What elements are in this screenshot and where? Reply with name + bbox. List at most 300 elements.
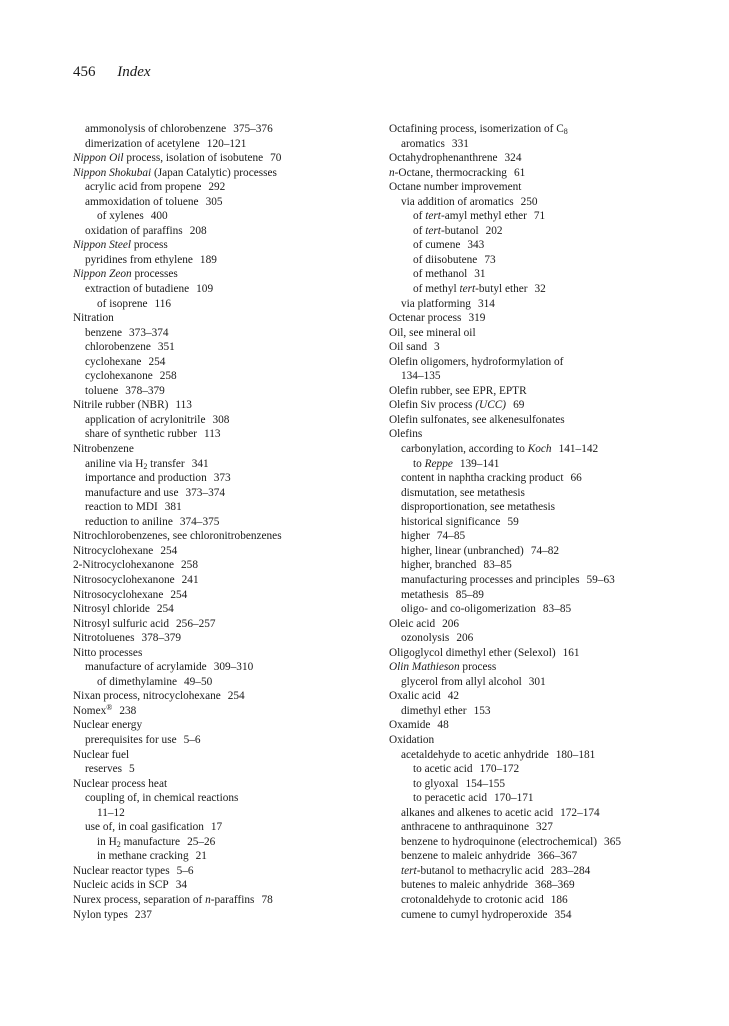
page-reference: 368–369 xyxy=(535,879,575,892)
index-entry xyxy=(389,631,689,646)
index-entry xyxy=(73,864,373,879)
page-reference: 73 xyxy=(484,253,496,266)
index-entry xyxy=(73,733,373,748)
index-term: Nitrotoluenes xyxy=(73,632,135,645)
index-entry xyxy=(389,704,689,719)
page-reference: 113 xyxy=(204,428,221,441)
index-term: Octane number improvement xyxy=(389,181,522,194)
index-entry xyxy=(389,457,689,472)
index-term: content in naphtha cracking product xyxy=(401,472,564,485)
index-term: n-Octane, thermocracking xyxy=(389,166,507,179)
index-term: Oxidation xyxy=(389,733,435,746)
page-reference: 85–89 xyxy=(455,588,484,601)
index-entry xyxy=(73,806,373,821)
index-term: cyclohexane xyxy=(85,355,142,368)
page-reference: 109 xyxy=(196,283,214,296)
index-term: Nitrosocyclohexane xyxy=(73,588,164,601)
index-term: 134–135 xyxy=(401,370,441,383)
index-term: benzene to hydroquinone (electrochemical) xyxy=(401,835,598,848)
index-entry xyxy=(389,384,689,399)
page-reference: 319 xyxy=(468,312,486,325)
page-reference: 241 xyxy=(181,573,199,586)
index-entry xyxy=(389,355,689,370)
index-term: glycerol from allyl alcohol xyxy=(401,675,522,688)
index-entry xyxy=(73,137,373,152)
page-reference: 206 xyxy=(442,617,460,630)
index-term: in methane cracking xyxy=(97,850,189,863)
index-entry xyxy=(389,398,689,413)
index-entry xyxy=(389,864,689,879)
index-term: carbonylation, according to Koch xyxy=(401,443,552,456)
page-reference: 354 xyxy=(554,908,572,921)
index-term: Nurex process, separation of n-paraffins xyxy=(73,893,255,906)
index-term: butenes to maleic anhydride xyxy=(401,879,529,892)
index-entry xyxy=(389,311,689,326)
index-term: of tert-butanol xyxy=(413,224,479,237)
page-reference: 309–310 xyxy=(213,661,254,674)
page-reference: 238 xyxy=(119,704,137,717)
index-term: Olefins xyxy=(389,428,423,441)
page-reference: 308 xyxy=(212,413,230,426)
page-reference: 351 xyxy=(157,341,175,354)
index-entry xyxy=(389,835,689,850)
index-entry xyxy=(73,878,373,893)
page-reference: 116 xyxy=(154,297,172,310)
index-entry xyxy=(73,384,373,399)
index-entry xyxy=(73,849,373,864)
page-reference: 365 xyxy=(604,835,621,848)
index-term: of isoprene xyxy=(97,297,148,310)
page-reference: 170–172 xyxy=(479,763,520,776)
index-term: reserves xyxy=(85,763,123,776)
index-term: Oil sand xyxy=(389,341,427,354)
index-entry xyxy=(73,631,373,646)
index-entry xyxy=(389,267,689,282)
page-reference: 256–257 xyxy=(176,617,216,630)
index-term: use of, in coal gasification xyxy=(85,821,204,834)
index-entry xyxy=(389,617,689,632)
index-term: of xylenes xyxy=(97,210,144,223)
index-term: application of acrylonitrile xyxy=(85,413,206,426)
index-term: of methyl tert-butyl ether xyxy=(413,283,528,296)
index-entry xyxy=(389,529,689,544)
page-reference: 381 xyxy=(164,501,182,514)
index-term: chlorobenzene xyxy=(85,341,151,354)
page-reference: 3 xyxy=(433,341,440,354)
index-entry xyxy=(389,427,689,442)
index-term: Nitrochlorobenzenes, see chloronitrobenzenes xyxy=(73,530,282,543)
index-term: pyridines from ethylene xyxy=(85,253,193,266)
page-reference: 21 xyxy=(195,850,207,863)
page-reference: 42 xyxy=(447,690,460,703)
index-entry xyxy=(389,297,689,312)
index-entry xyxy=(389,471,689,486)
index-term: cumene to cumyl hydroperoxide xyxy=(401,908,548,921)
index-entry xyxy=(73,166,373,181)
index-term: Oil, see mineral oil xyxy=(389,326,476,339)
index-entry xyxy=(73,282,373,297)
index-entry xyxy=(73,122,373,137)
index-entry xyxy=(389,646,689,661)
index-term: Nippon Oil process, isolation of isobutene xyxy=(73,152,264,165)
index-entry xyxy=(73,748,373,763)
page-reference: 341 xyxy=(191,457,209,470)
index-term: Nippon Shokubai (Japan Catalytic) processes xyxy=(73,166,277,179)
page-reference: 113 xyxy=(175,399,192,412)
index-entry xyxy=(73,617,373,632)
index-entry xyxy=(389,748,689,763)
index-entry xyxy=(73,297,373,312)
index-term: benzene to maleic anhydride xyxy=(401,850,531,863)
page-reference: 61 xyxy=(513,166,526,179)
index-term: 2-Nitrocyclohexanone xyxy=(73,559,175,572)
index-entry xyxy=(73,529,373,544)
page-reference: 378–379 xyxy=(141,632,182,645)
index-term: Nuclear reactor types xyxy=(73,864,170,877)
page-reference: 5–6 xyxy=(183,733,201,746)
index-entry xyxy=(389,238,689,253)
index-term: anthracene to anthraquinone xyxy=(401,821,529,834)
index-entry xyxy=(73,689,373,704)
index-term: tert-butanol to methacrylic acid xyxy=(401,864,544,877)
index-entry xyxy=(389,369,689,384)
index-entry xyxy=(73,544,373,559)
index-term: Oxamide xyxy=(389,719,431,732)
page-reference: 66 xyxy=(570,472,582,485)
index-term: of diisobutene xyxy=(413,253,478,266)
index-term: reduction to aniline xyxy=(85,515,173,528)
page-reference: 301 xyxy=(528,675,546,688)
index-term: Olefin Siv process (UCC) xyxy=(389,399,507,412)
index-term: crotonaldehyde to crotonic acid xyxy=(401,893,544,906)
page-reference: 74–85 xyxy=(436,530,466,543)
page-reference: 373–374 xyxy=(185,486,226,499)
index-term: of methanol xyxy=(413,268,468,281)
index-term: Nylon types xyxy=(73,908,128,921)
page-reference: 170–171 xyxy=(494,792,534,805)
page-reference: 153 xyxy=(473,704,491,717)
index-entry xyxy=(389,180,689,195)
index-term: Octahydrophenanthrene xyxy=(389,152,498,165)
page-reference: 59 xyxy=(507,515,519,528)
index-term: Nitrile rubber (NBR) xyxy=(73,399,169,412)
index-entry xyxy=(389,849,689,864)
index-column-right xyxy=(389,122,689,922)
page-reference: 202 xyxy=(485,224,503,237)
index-entry xyxy=(389,413,689,428)
index-term: Olefin sulfonates, see alkenesulfonates xyxy=(389,413,565,426)
page-reference: 327 xyxy=(535,821,553,834)
page-reference: 331 xyxy=(451,137,469,150)
index-entry xyxy=(73,413,373,428)
index-term: dimerization of acetylene xyxy=(85,137,200,150)
page-title: Index xyxy=(117,64,151,80)
index-term: Nitrosyl sulfuric acid xyxy=(73,617,170,630)
index-term: share of synthetic rubber xyxy=(85,428,197,441)
index-entry xyxy=(389,893,689,908)
page-reference: 254 xyxy=(170,588,188,601)
index-term: Nuclear process heat xyxy=(73,777,168,790)
index-entry xyxy=(73,195,373,210)
index-entry xyxy=(73,718,373,733)
index-entry xyxy=(73,224,373,239)
index-entry xyxy=(73,457,373,472)
page-reference: 258 xyxy=(181,559,198,572)
page-reference: 161 xyxy=(562,646,580,659)
index-entry xyxy=(389,326,689,341)
index-entry xyxy=(389,500,689,515)
index-entry xyxy=(389,544,689,559)
page-reference: 25–26 xyxy=(187,835,216,848)
index-term: higher xyxy=(401,530,430,543)
index-term: aromatics xyxy=(401,137,445,150)
page-reference: 83–85 xyxy=(483,559,512,572)
index-entry xyxy=(389,224,689,239)
index-entry xyxy=(73,238,373,253)
page-reference: 254 xyxy=(160,544,178,557)
index-term: Nitration xyxy=(73,312,114,325)
page-reference: 17 xyxy=(210,821,223,834)
index-entry xyxy=(73,151,373,166)
index-term: Nuclear energy xyxy=(73,719,143,732)
page-reference: 250 xyxy=(520,195,538,208)
page-reference: 254 xyxy=(156,603,174,616)
index-term: disproportionation, see metathesis xyxy=(401,501,556,514)
index-entry xyxy=(389,660,689,675)
index-entry xyxy=(389,908,689,923)
index-entry xyxy=(389,733,689,748)
index-entry xyxy=(389,791,689,806)
index-term: manufacturing processes and principles xyxy=(401,573,580,586)
index-term: Nomex® xyxy=(73,702,113,717)
page-reference: 59–63 xyxy=(586,573,615,586)
index-term: historical significance xyxy=(401,515,501,528)
index-entry xyxy=(73,340,373,355)
index-entry xyxy=(389,166,689,181)
index-term: Nitto processes xyxy=(73,646,143,659)
index-term: toluene xyxy=(85,384,119,397)
index-entry xyxy=(73,471,373,486)
index-entry xyxy=(73,267,373,282)
index-entry xyxy=(73,660,373,675)
page-reference: 366–367 xyxy=(537,850,578,863)
index-term: coupling of, in chemical reactions xyxy=(85,792,239,805)
page-reference: 139–141 xyxy=(459,457,500,470)
index-term: Octenar process xyxy=(389,312,462,325)
index-term: via platforming xyxy=(401,297,471,310)
index-entry xyxy=(389,122,689,137)
page-reference: 237 xyxy=(134,908,152,921)
index-term: via addition of aromatics xyxy=(401,195,514,208)
index-entry xyxy=(389,137,689,152)
index-entry xyxy=(73,777,373,792)
index-term: reaction to MDI xyxy=(85,501,158,514)
page-reference: 373–374 xyxy=(129,326,169,339)
index-entry xyxy=(73,602,373,617)
index-entry xyxy=(73,820,373,835)
index-term: ammoxidation of toluene xyxy=(85,195,199,208)
page-reference: 292 xyxy=(208,181,226,194)
index-entry xyxy=(73,791,373,806)
index-entry xyxy=(389,195,689,210)
index-entry xyxy=(73,762,373,777)
index-entry xyxy=(73,486,373,501)
page-reference: 373 xyxy=(213,472,231,485)
index-term: manufacture and use xyxy=(85,486,179,499)
index-entry xyxy=(73,369,373,384)
index-term: Nuclear fuel xyxy=(73,748,130,761)
index-entry xyxy=(73,180,373,195)
index-term: in $H_2$ manufacture xyxy=(97,835,181,849)
index-term: of tert-amyl methyl ether xyxy=(413,210,527,223)
index-term: Nitrobenzene xyxy=(73,443,134,456)
index-column-left xyxy=(73,122,373,922)
page-reference: 48 xyxy=(437,719,449,732)
page-reference: 189 xyxy=(199,253,217,266)
index-term: Oxalic acid xyxy=(389,690,441,703)
page-reference: 305 xyxy=(205,195,223,208)
index-term: Nixan process, nitrocyclohexane xyxy=(73,690,221,703)
page-number: 456 xyxy=(73,64,96,80)
index-entry xyxy=(389,515,689,530)
page-reference: 258 xyxy=(159,370,177,383)
index-term: Nippon Zeon processes xyxy=(73,268,178,281)
index-entry xyxy=(73,893,373,908)
index-entry xyxy=(389,675,689,690)
index-term: manufacture of acrylamide xyxy=(85,661,207,674)
index-term: Octafining process, isomerization of $C_8$ xyxy=(389,123,568,136)
index-term: Nucleic acids in SCP xyxy=(73,879,169,892)
index-entry xyxy=(389,486,689,501)
page-reference: 5–6 xyxy=(176,864,194,877)
index-term: acetaldehyde to acetic anhydride xyxy=(401,748,549,761)
index-term: of cumene xyxy=(413,239,461,252)
index-term: 11–12 xyxy=(97,806,125,819)
index-term: higher, linear (unbranched) xyxy=(401,544,524,557)
index-entry xyxy=(389,151,689,166)
index-entry xyxy=(389,820,689,835)
index-term: oxidation of paraffins xyxy=(85,224,183,237)
index-term: ammonolysis of chlorobenzene xyxy=(85,123,227,135)
page-reference: 172–174 xyxy=(560,806,600,819)
index-term: Olin Mathieson process xyxy=(389,661,497,674)
index-entry xyxy=(73,588,373,603)
index-term: to peracetic acid xyxy=(413,792,488,805)
index-term: Nitrosocyclohexanone xyxy=(73,573,175,586)
index-entry xyxy=(73,573,373,588)
index-entry xyxy=(389,282,689,297)
index-entry xyxy=(389,806,689,821)
page-reference: 378–379 xyxy=(125,384,165,397)
index-term: Olefin oligomers, hydroformylation of xyxy=(389,355,564,368)
index-term: Oleic acid xyxy=(389,617,436,630)
index-term: ozonolysis xyxy=(401,632,450,645)
index-term: Nippon Steel process xyxy=(73,239,168,252)
index-entry xyxy=(73,311,373,326)
index-entry xyxy=(73,515,373,530)
index-term: to glyoxal xyxy=(413,777,459,790)
index-term: dismutation, see metathesis xyxy=(401,486,525,499)
page-reference: 32 xyxy=(534,283,546,296)
page-reference: 5 xyxy=(129,763,135,776)
page-reference: 34 xyxy=(175,879,187,892)
index-term: of dimethylamine xyxy=(97,675,177,688)
index-entry xyxy=(73,442,373,457)
page-reference: 324 xyxy=(504,152,522,165)
index-entry xyxy=(389,689,689,704)
index-entry xyxy=(389,718,689,733)
index-entry xyxy=(73,835,373,850)
page-reference: 186 xyxy=(550,893,568,906)
index-term: importance and production xyxy=(85,472,207,485)
page-reference: 375–376 xyxy=(233,123,273,135)
page-reference: 69 xyxy=(513,399,525,412)
index-term: Olefin rubber, see EPR, EPTR xyxy=(389,384,527,397)
page-reference: 254 xyxy=(227,690,245,703)
page-reference: 180–181 xyxy=(555,748,596,761)
index-entry xyxy=(389,777,689,792)
index-term: Oligoglycol dimethyl ether (Selexol) xyxy=(389,646,556,659)
index-term: extraction of butadiene xyxy=(85,283,190,296)
index-entry xyxy=(389,558,689,573)
index-entry xyxy=(389,253,689,268)
page-reference: 74–82 xyxy=(530,544,560,557)
page-reference: 283–284 xyxy=(550,864,591,877)
page-reference: 154–155 xyxy=(465,777,506,790)
page-header xyxy=(73,64,151,81)
index-term: to Reppe xyxy=(413,457,453,470)
index-entry xyxy=(389,442,689,457)
page-reference: 400 xyxy=(150,210,168,223)
index-entry xyxy=(389,209,689,224)
index-entry xyxy=(73,558,373,573)
index-term: cyclohexanone xyxy=(85,370,153,383)
page-reference: 206 xyxy=(456,632,474,645)
index-entry xyxy=(73,253,373,268)
page-reference: 31 xyxy=(474,268,486,281)
index-term: higher, branched xyxy=(401,559,477,572)
index-term: oligo- and co-oligomerization xyxy=(401,603,536,616)
page-reference: 208 xyxy=(189,224,207,237)
index-entry xyxy=(73,908,373,923)
index-entry xyxy=(73,427,373,442)
index-entry xyxy=(389,573,689,588)
page-reference: 120–121 xyxy=(206,137,247,150)
index-term: dimethyl ether xyxy=(401,704,467,717)
index-term: Nitrocyclohexane xyxy=(73,544,154,557)
index-entry xyxy=(73,500,373,515)
page-reference: 49–50 xyxy=(184,675,213,688)
index-term: aniline via $H_2$ transfer xyxy=(85,457,185,471)
page-reference: 83–85 xyxy=(542,603,572,616)
index-entry xyxy=(73,675,373,690)
page-reference: 374–375 xyxy=(179,515,220,528)
index-term: to acetic acid xyxy=(413,763,473,776)
page-reference: 343 xyxy=(467,239,485,252)
index-term: prerequisites for use xyxy=(85,733,177,746)
page-reference: 314 xyxy=(477,297,495,310)
index-term: Nitrosyl chloride xyxy=(73,603,150,616)
page-reference: 141–142 xyxy=(558,443,599,456)
index-term: acrylic acid from propene xyxy=(85,181,202,194)
index-entry xyxy=(389,878,689,893)
index-entry xyxy=(73,704,373,719)
index-term: metathesis xyxy=(401,588,449,601)
page-reference: 254 xyxy=(148,355,166,368)
index-entry xyxy=(73,646,373,661)
index-entry xyxy=(73,209,373,224)
index-entry xyxy=(73,355,373,370)
